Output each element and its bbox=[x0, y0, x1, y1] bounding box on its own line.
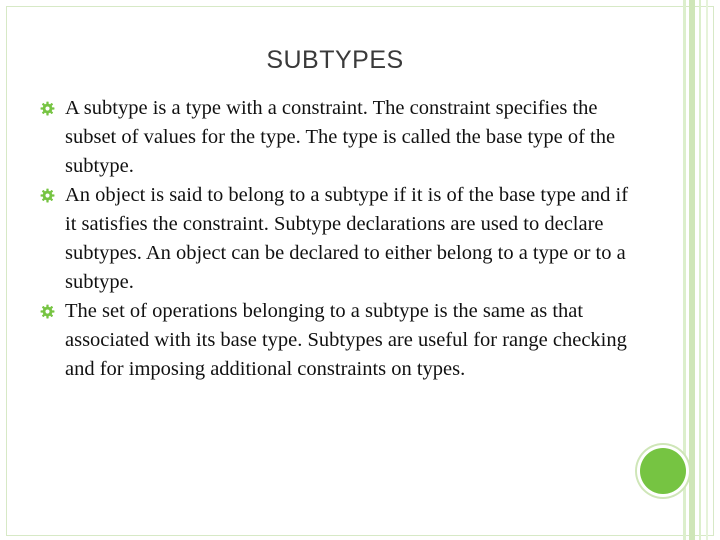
accent-circle bbox=[640, 448, 686, 494]
bullet-text: The set of operations belonging to a subtype is the same as that associated with its base type. Subtypes are useful for range checking and for imposing additional constraints on types. bbox=[65, 300, 627, 380]
decorative-bar bbox=[706, 0, 708, 540]
bullet-list bbox=[40, 94, 640, 384]
list-item bbox=[40, 297, 640, 384]
list-item bbox=[40, 181, 640, 297]
bullet-text: An object is said to belong to a subtype if it is of the base type and if it satisfies the constraint. Subtype declarations are used to declare subtypes. An object can be declared to either belong to a type or to a subtype. bbox=[65, 184, 629, 293]
gear-icon bbox=[40, 101, 55, 116]
bullet-text: A subtype is a type with a constraint. The constraint specifies the subset of values for the type. The type is called the base type of the subtype. bbox=[65, 97, 616, 177]
list-item bbox=[40, 94, 640, 181]
gear-icon bbox=[40, 188, 55, 203]
slide-title: SUBTYPES bbox=[266, 46, 404, 74]
gear-icon bbox=[40, 304, 55, 319]
decorative-bar bbox=[699, 0, 701, 540]
decorative-bar bbox=[689, 0, 695, 540]
decorative-bar bbox=[683, 0, 686, 540]
